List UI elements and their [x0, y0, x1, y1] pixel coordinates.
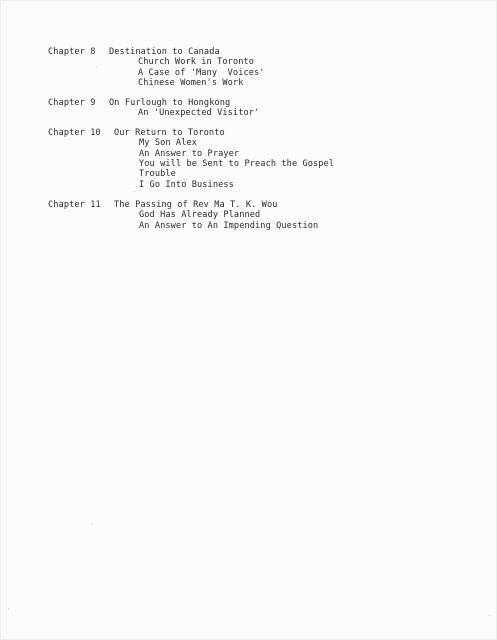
section-title: An Answer to Prayer: [139, 148, 240, 159]
chapter-label: Chapter 11: [48, 200, 101, 210]
paper-speck: [489, 615, 490, 616]
section-title: God Has Already Planned: [139, 210, 261, 221]
chapter-title: On Furlough to Hongkong: [109, 98, 231, 108]
section-title: You will be Sent to Preach the Gospel: [139, 158, 335, 169]
section-title: An Answer to An Impending Question: [139, 220, 319, 231]
paper-speck: [8, 608, 9, 609]
section-title: A Case of 'Many Voices': [138, 67, 265, 78]
chapter-label: Chapter 8: [48, 47, 96, 57]
section-title: My Son Alex: [139, 138, 198, 149]
chapter-label: Chapter 10: [48, 128, 101, 138]
paper-speck: [96, 67, 97, 68]
chapter-title: Destination to Canada: [109, 47, 220, 57]
section-title: Church Work in Toronto: [138, 57, 255, 68]
section-title: Trouble: [139, 169, 176, 180]
section-title: An 'Unexpected Visitor': [138, 108, 260, 119]
chapter-title: The Passing of Rev Ma T. K. Wou: [114, 200, 278, 210]
paper-speck: [92, 524, 93, 525]
section-title: I Go Into Business: [139, 179, 234, 190]
chapter-title: Our Return to Toronto: [114, 128, 225, 138]
chapter-label: Chapter 9: [48, 98, 96, 108]
section-title: Chinese Women's Work: [138, 77, 244, 88]
paper-speck: [134, 191, 135, 192]
